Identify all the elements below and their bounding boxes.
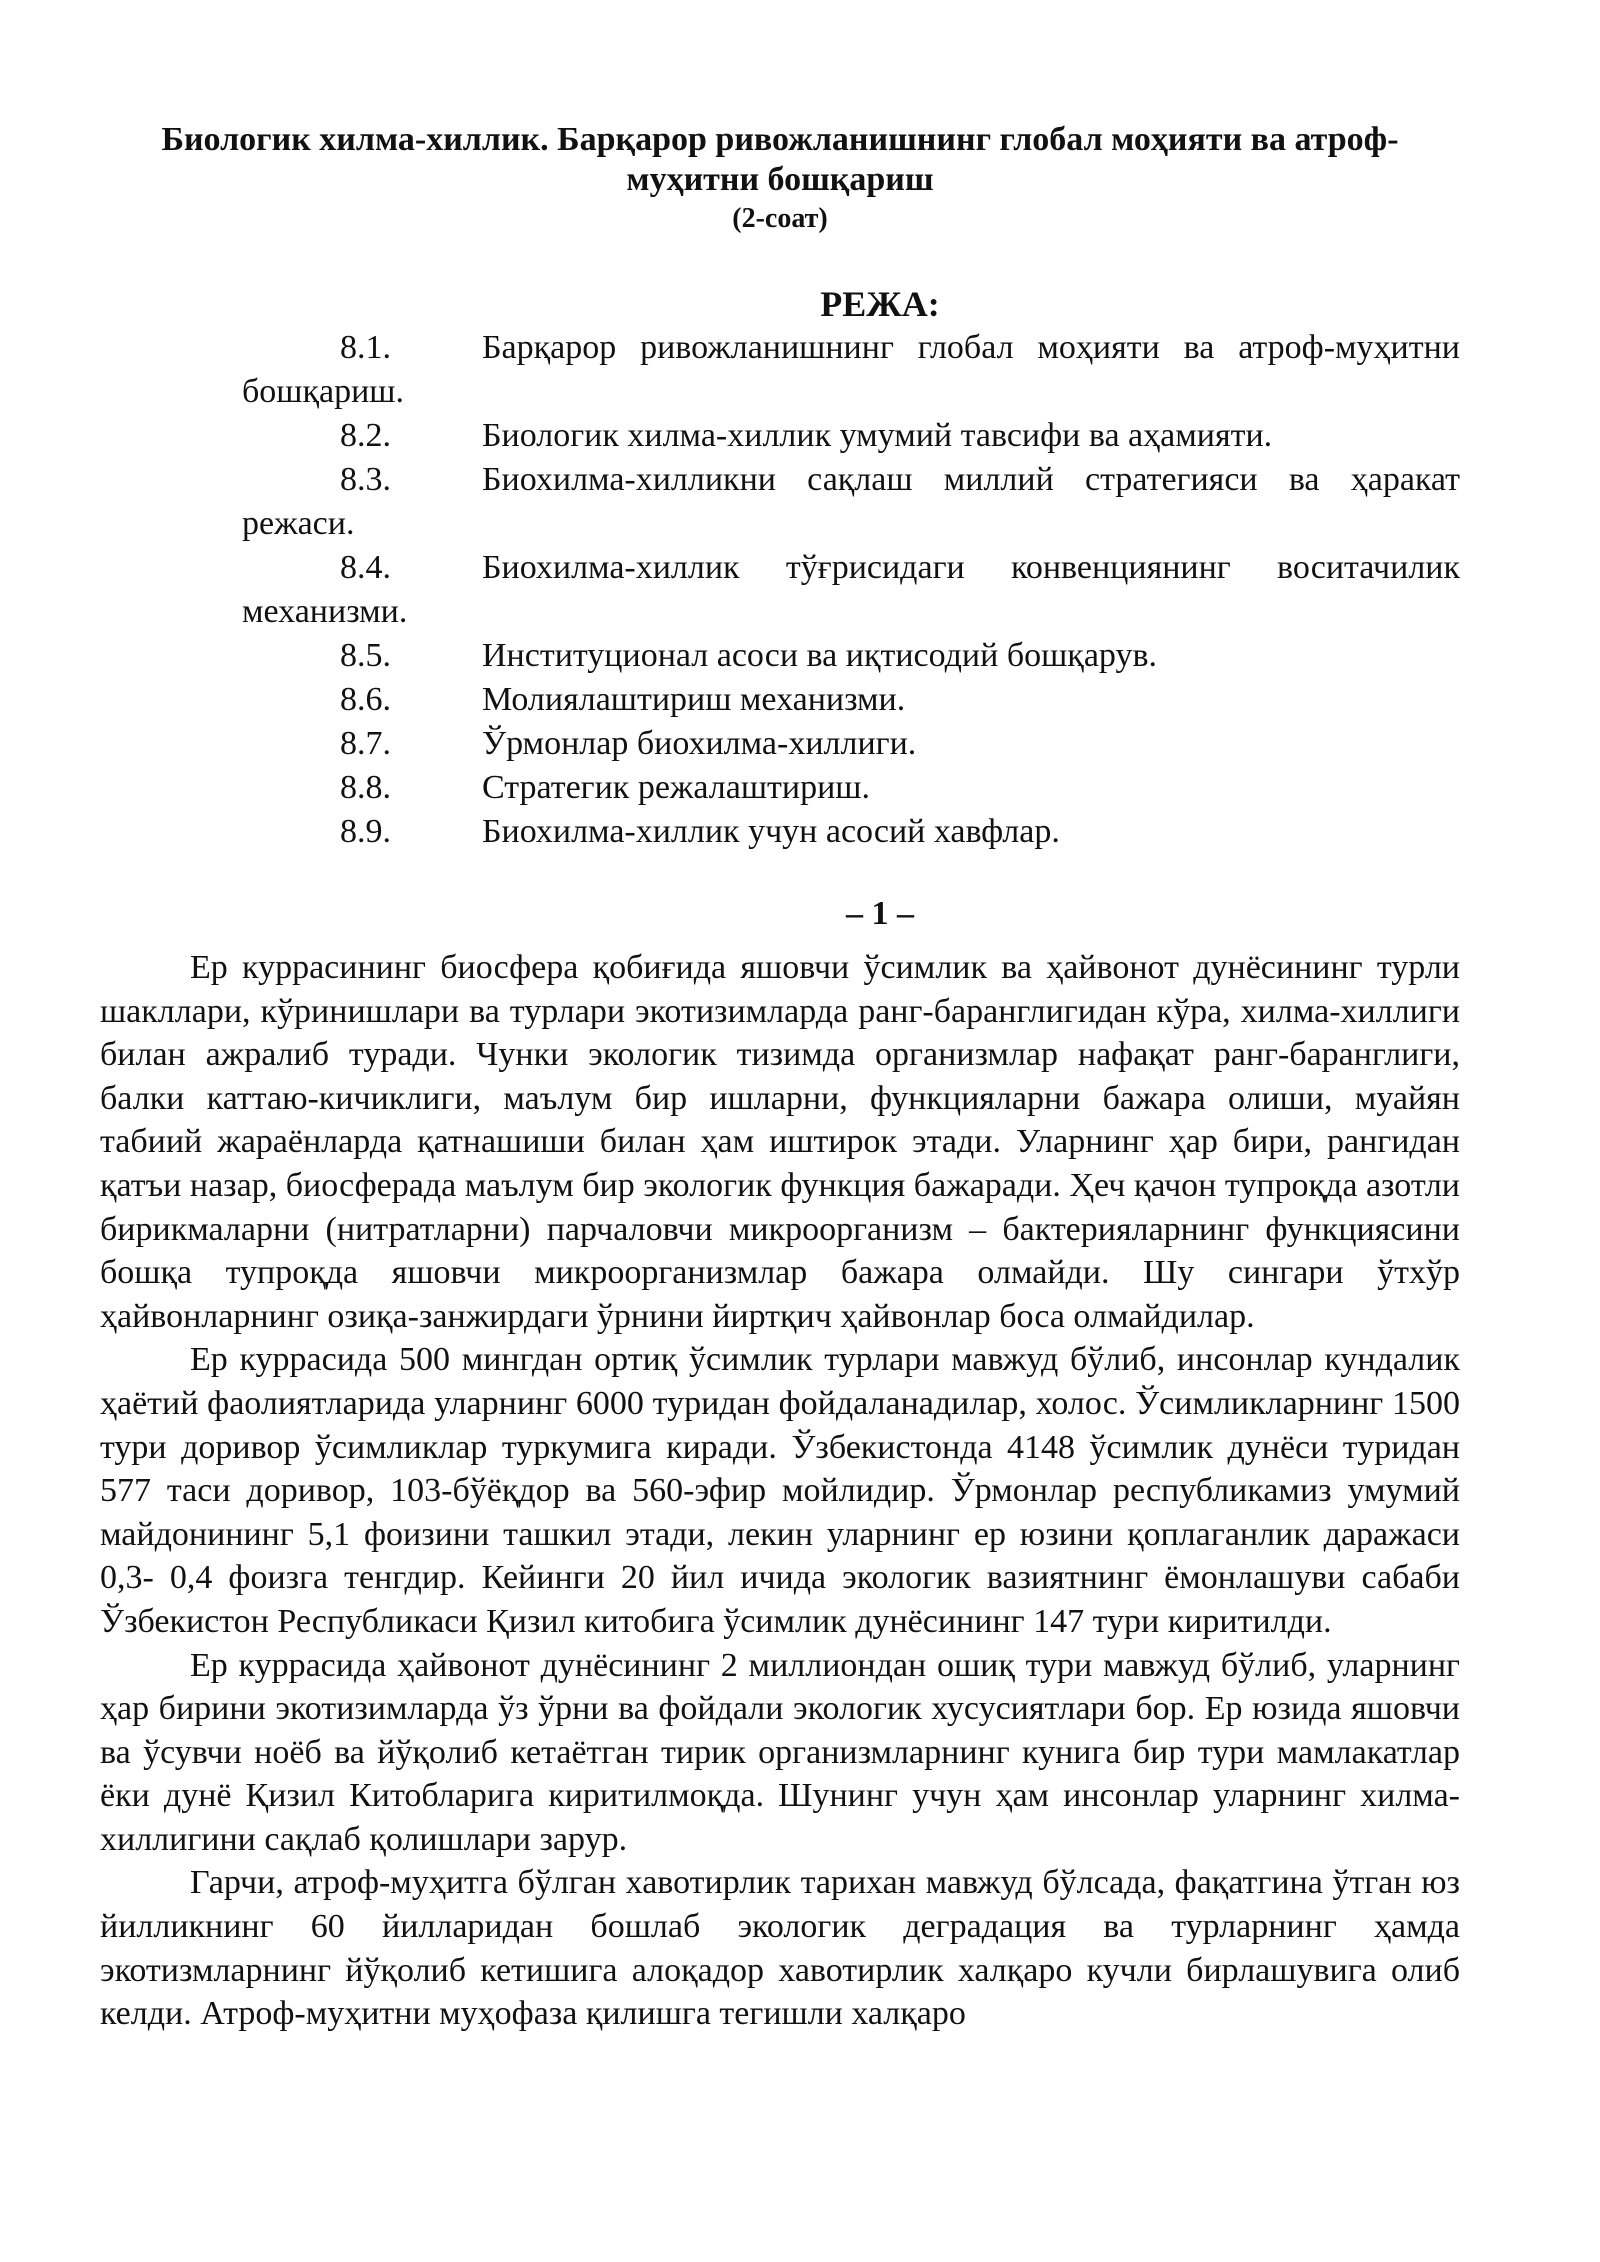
body-paragraph: Ер куррасининг биосфера қобиғида яшовчи ўсимлик ва ҳайвонот дунёсининг турли шакллари, кўринишлари ва турлари экотизимларда ранг-баранглигидан кўра, хилма-хиллиги билан ажралиб туради. Чунки экологик тизимда организмлар нафақат ранг-баранглиги, балки каттаю-кичиклиги, маълум бир ишларни, функцияларни бажара олиши, муайян табиий жараёнларда қатнашиши билан ҳам иштирок этади. Уларнинг ҳар бири, рангидан қатъи назар, биосферада маълум бир экологик функция бажаради. Ҳеч қачон тупроқда азотли бирикмаларни (нитратларни) парчаловчи микроорганизм – бактерияларнинг функциясини бошқа тупроқда яшовчи микроорганизмлар бажара олмайди. Шу сингари ўтхўр ҳайвонларнинг озиқа-занжирдаги ўрнини йиртқич ҳайвонлар боса олмайдилар.	[100, 949, 1460, 1335]
hours-label: (2-соат)	[732, 203, 828, 234]
plan-item-number: 8.1.	[340, 329, 391, 366]
plan-item-number: 8.5.	[340, 637, 391, 674]
page-number: – 1 –	[846, 895, 914, 932]
plan-item-number: 8.2.	[340, 417, 391, 454]
plan-item-number: 8.3.	[340, 461, 391, 498]
document-page	[100, 120, 1460, 2036]
plan-item	[242, 546, 1460, 634]
body-paragraph: Ер куррасида ҳайвонот дунёсининг 2 миллиондан ошиқ тури мавжуд бўлиб, уларнинг ҳар бирини экотизимларда ўз ўрни ва фойдали экологик хусусиятлари бор. Ер юзида яшовчи ва ўсувчи ноёб ва йўқолиб кетаётган тирик организмларнинг кунига бир тури мамлакатлар ёки дунё Қизил Китобларига киритилмоқда. Шунинг учун ҳам инсонлар уларнинг хилма- хиллигини сақлаб қолишлари зарур.	[100, 1646, 1460, 1858]
plan-item-text: Биологик хилма-хиллик умумий тавсифи ва аҳамияти.	[482, 417, 1273, 454]
plan-list	[100, 326, 1460, 854]
plan-item	[242, 678, 1460, 722]
plan-item-text: Барқарор ривожланишнинг глобал моҳияти ва атроф-муҳитни бошқариш.	[242, 329, 1460, 410]
plan-item	[242, 810, 1460, 854]
plan-item	[242, 458, 1460, 546]
plan-item	[242, 326, 1460, 414]
plan-item	[242, 414, 1460, 458]
body-paragraph: Гарчи, атроф-муҳитга бўлган хавотирлик тарихан мавжуд бўлсада, фақатгина ўтган юз йилликнинг 60 йилларидан бошлаб экологик деградация ва турларнинг ҳамда экотизмларнинг йўқолиб кетишига алоқадор хавотирлик халқаро кучли бирлашувига олиб келди. Атроф-муҳитни муҳофаза қилишга тегишли халқаро	[100, 1864, 1460, 2033]
plan-item-number: 8.8.	[340, 769, 391, 806]
plan-item-text: Биохилма-хилликни сақлаш миллий стратегияси ва ҳаракат режаси.	[242, 461, 1460, 542]
plan-item	[242, 766, 1460, 810]
plan-item-number: 8.4.	[340, 549, 391, 586]
document-title: Биологик хилма-хиллик. Барқарор ривожланишнинг глобал моҳияти ва атроф-муҳитни бошқариш	[161, 121, 1399, 198]
plan-item	[242, 722, 1460, 766]
plan-item-text: Биохилма-хиллик тўғрисидаги конвенциянинг воситачилик механизми.	[242, 549, 1460, 630]
plan-heading: РЕЖА:	[820, 284, 940, 324]
plan-item-text: Биохилма-хиллик учун асосий хавфлар.	[482, 813, 1060, 850]
plan-item-number: 8.7.	[340, 725, 391, 762]
plan-item-text: Институционал асоси ва иқтисодий бошқарув.	[482, 637, 1158, 674]
body-paragraph: Ер куррасида 500 мингдан ортиқ ўсимлик турлари мавжуд бўлиб, инсонлар кундалик ҳаётий фаолиятларида уларнинг 6000 туридан фойдаланадилар, холос. Ўсимликларнинг 1500 тури доривор ўсимликлар туркумига киради. Ўзбекистонда 4148 ўсимлик дунёси туридан 577 таси доривор, 103-бўёқдор ва 560-эфир мойлидир. Ўрмонлар республикамиз умумий майдонининг 5,1 фоизини ташкил этади, лекин уларнинг ер юзини қоплаганлик даражаси 0,3- 0,4 фоизга тенгдир. Кейинги 20 йил ичида экологик вазиятнинг ёмонлашуви сабаби Ўзбекистон Республикаси Қизил китобига ўсимлик дунёсининг 147 тури киритилди.	[100, 1341, 1460, 1640]
plan-item-text: Ўрмонлар биохилма-хиллиги.	[482, 725, 917, 762]
plan-item-number: 8.9.	[340, 813, 391, 850]
plan-item-number: 8.6.	[340, 681, 391, 718]
plan-item-text: Стратегик режалаштириш.	[482, 769, 870, 806]
plan-item	[242, 634, 1460, 678]
plan-item-text: Молиялаштириш механизми.	[482, 681, 906, 718]
